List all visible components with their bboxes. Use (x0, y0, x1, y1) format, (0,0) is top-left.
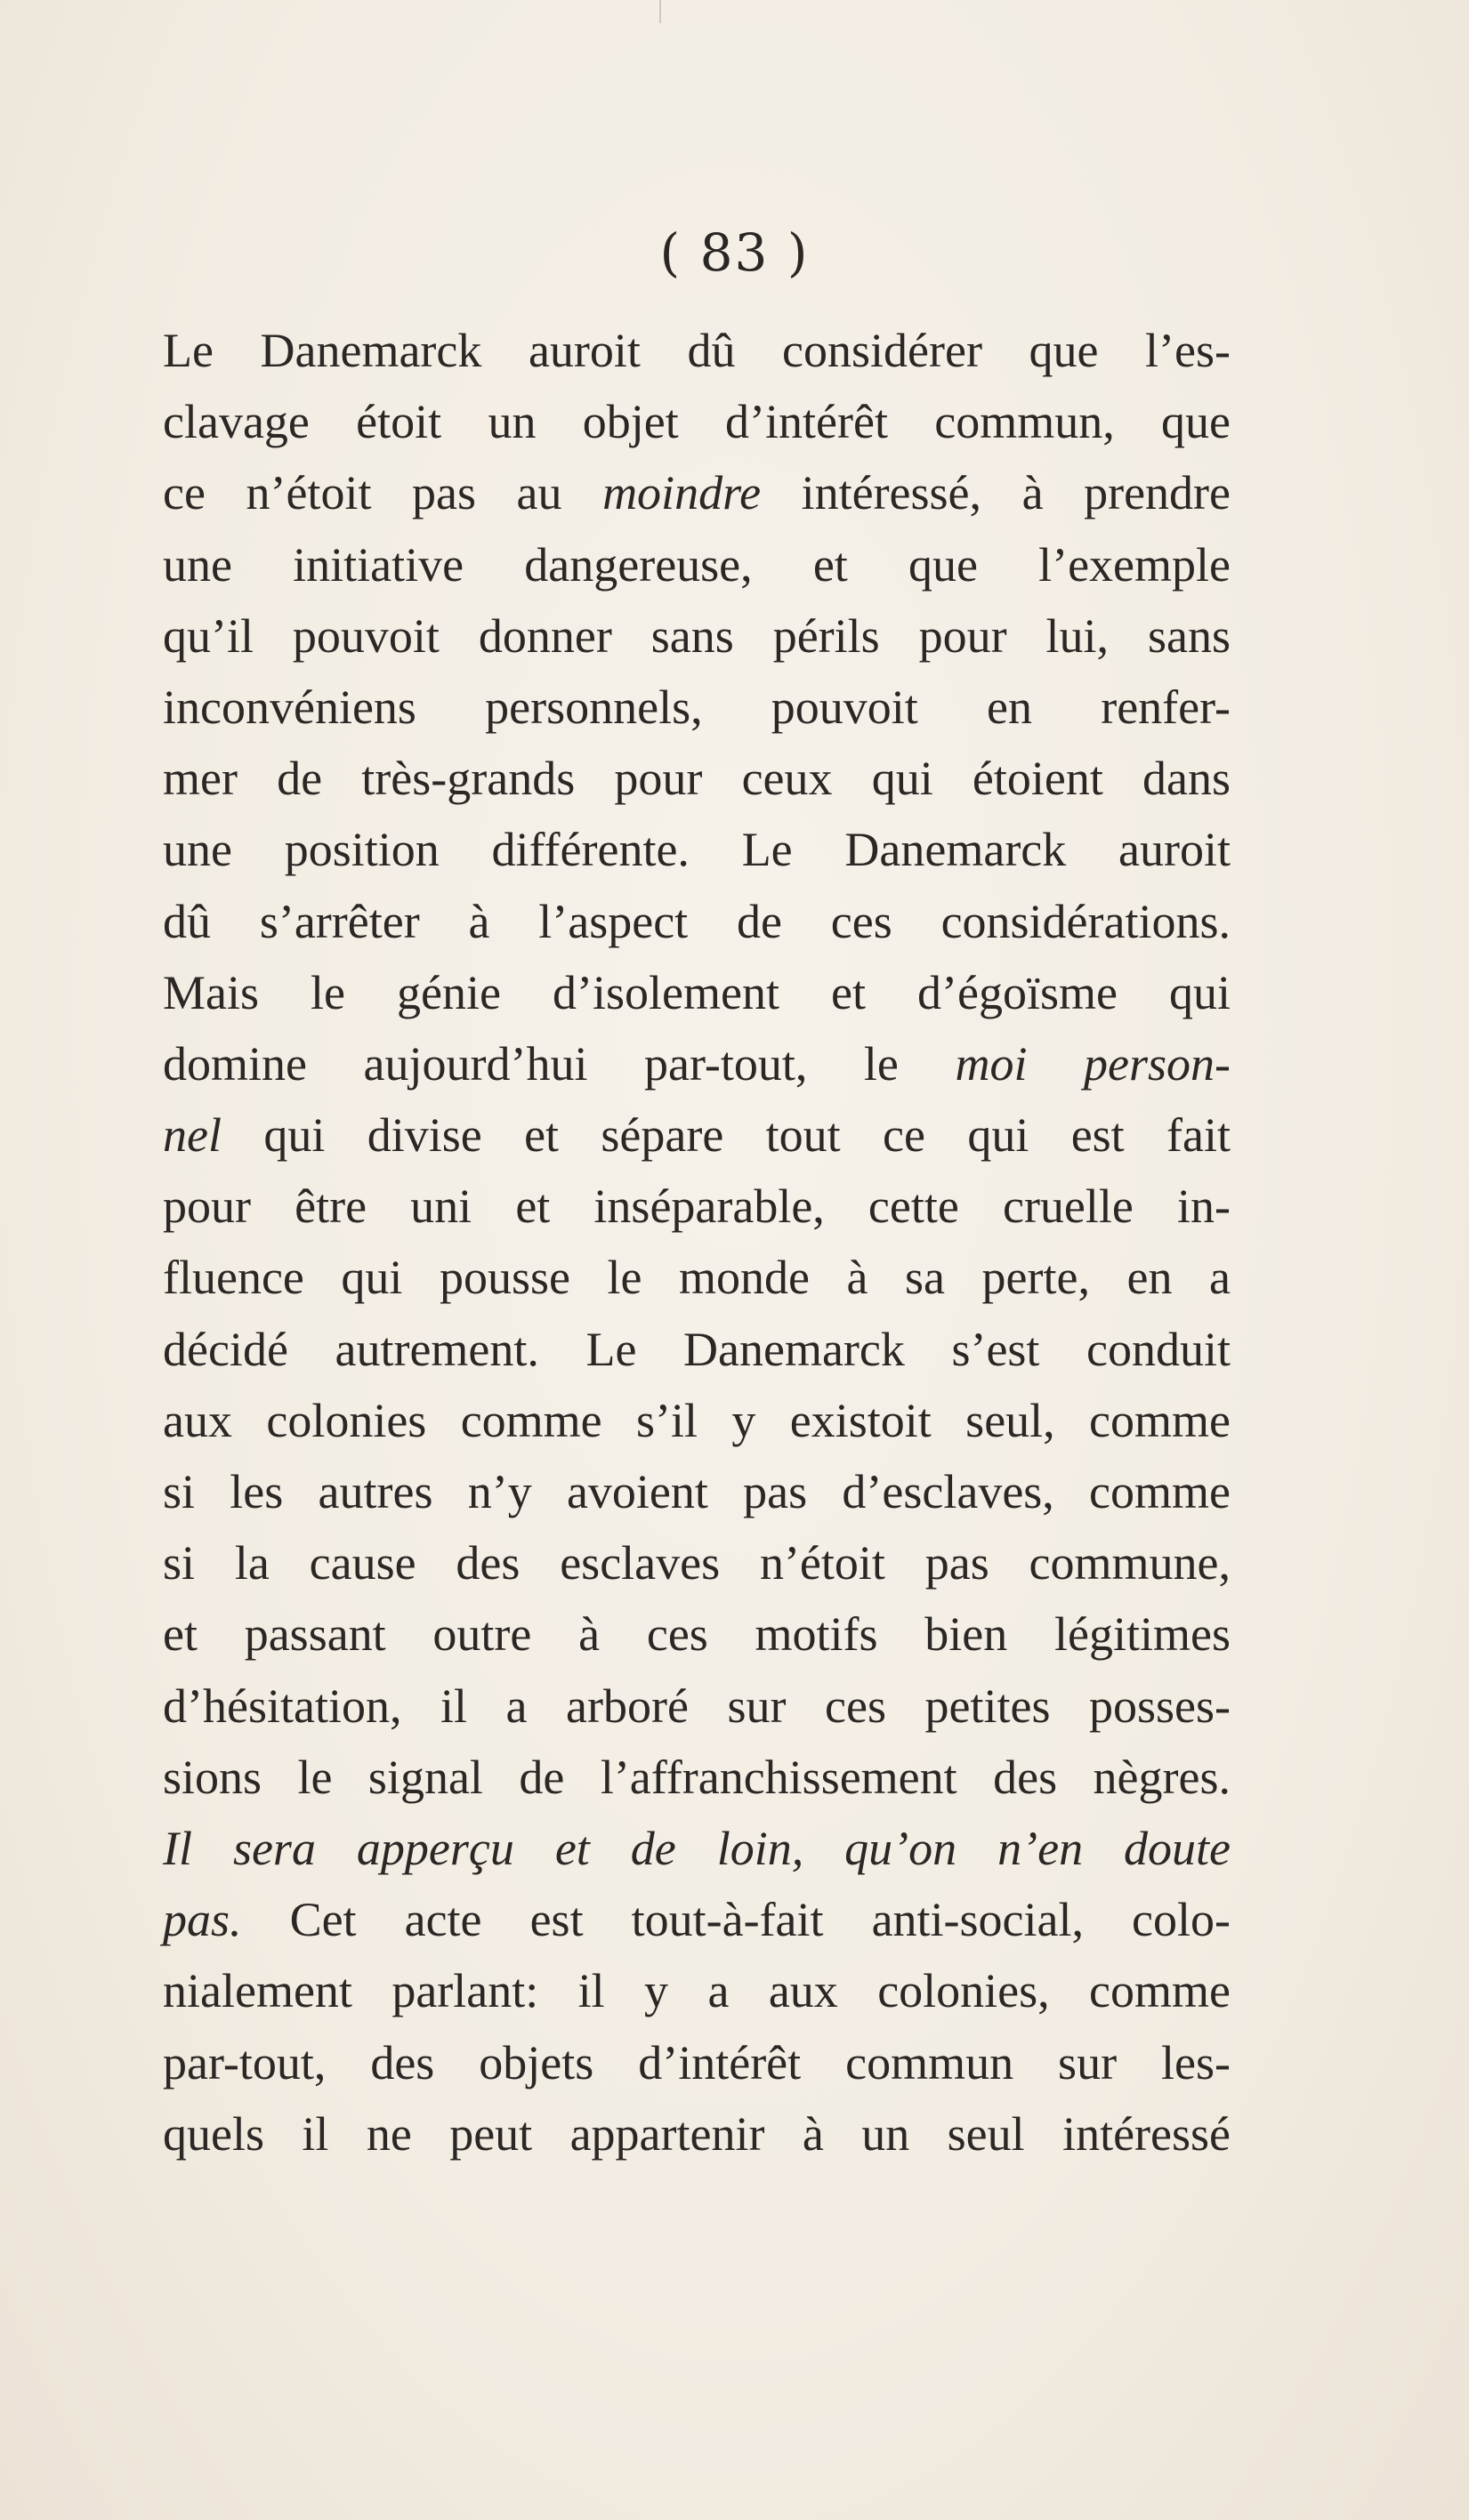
text-line (163, 315, 1231, 386)
text-line (163, 1671, 1231, 1742)
text-segment: dû s’arrêter à l’aspect de ces considérations. (163, 894, 1231, 948)
text-segment: pour être uni et inséparable, cette cruelle in- (163, 1179, 1231, 1234)
text-line (163, 1813, 1231, 1884)
margin-mark-top (659, 0, 661, 23)
text-segment: sions le signal de l’affranchissement des nègres. (163, 1750, 1231, 1804)
text-line (163, 1527, 1231, 1598)
text-line (163, 1598, 1231, 1670)
text-segment: Mais le génie d’isolement et d’égoïsme qui (163, 965, 1231, 1019)
text-segment: qu’il pouvoit donner sans périls pour lui, sans (163, 608, 1231, 663)
body-text (163, 315, 1231, 2170)
text-segment: et passant outre à ces motifs bien légitimes (163, 1607, 1231, 1662)
text-segment: quels il ne peut appartenir à un seul intéressé (163, 2106, 1231, 2161)
text-segment: Cet acte est tout-à-fait anti-social, colo- (241, 1893, 1231, 1947)
text-line (163, 957, 1231, 1028)
text-line (163, 886, 1231, 957)
text-segment: si la cause des esclaves n’étoit pas commune, (163, 1536, 1231, 1590)
text-line (163, 386, 1231, 457)
italic-text: moindre (602, 466, 762, 520)
text-segment: intéressé, à prendre (761, 466, 1231, 520)
page-number: ( 83 ) (659, 222, 810, 283)
text-segment: ce n’étoit pas au (163, 466, 603, 520)
italic-text: nel (163, 1108, 222, 1163)
text-segment: d’hésitation, il a arboré sur ces petites posses- (163, 1679, 1231, 1733)
text-line (163, 600, 1231, 672)
text-line (163, 529, 1231, 600)
text-segment: Le Danemarck auroit dû considérer que l’es- (163, 324, 1231, 377)
text-segment: inconvéniens personnels, pouvoit en renfer- (163, 680, 1231, 734)
text-line (163, 1314, 1231, 1385)
text-segment: une initiative dangereuse, et que l’exemple (163, 537, 1231, 592)
text-segment: décidé autrement. Le Danemarck s’est conduit (163, 1322, 1231, 1376)
text-line (163, 2027, 1231, 2098)
text-line (163, 1171, 1231, 1242)
text-segment: qui divise et sépare tout ce qui est fait (221, 1108, 1231, 1163)
text-line (163, 1456, 1231, 1527)
italic-text: moi person- (955, 1036, 1231, 1091)
text-line (163, 1099, 1231, 1171)
text-line (163, 743, 1231, 814)
text-line (163, 2098, 1231, 2170)
text-line (163, 1242, 1231, 1313)
text-segment: si les autres n’y avoient pas d’esclaves, comme (163, 1465, 1231, 1518)
text-line (163, 1385, 1231, 1456)
text-line (163, 457, 1231, 528)
text-segment: clavage étoit un objet d’intérêt commun, que (163, 395, 1231, 449)
text-segment: une position différente. Le Danemarck auroit (163, 823, 1231, 877)
text-line (163, 1028, 1231, 1099)
text-line (163, 1742, 1231, 1813)
text-segment: aux colonies comme s’il y existoit seul, comme (163, 1393, 1231, 1447)
text-line (163, 1884, 1231, 1955)
text-segment: nialement parlant: il y a aux colonies, comme (163, 1964, 1231, 2018)
text-segment: fluence qui pousse le monde à sa perte, en a (163, 1251, 1231, 1305)
text-segment: domine aujourd’hui par-tout, le (163, 1036, 956, 1091)
text-segment: mer de très-grands pour ceux qui étoient dans (163, 752, 1231, 806)
text-line (163, 672, 1231, 743)
text-segment: par-tout, des objets d’intérêt commun sur les- (163, 2035, 1231, 2089)
text-line (163, 814, 1231, 885)
italic-text: pas. (163, 1893, 242, 1947)
italic-text: Il sera apperçu et de loin, qu’on n’en doute (163, 1821, 1231, 1875)
text-line (163, 1955, 1231, 2026)
